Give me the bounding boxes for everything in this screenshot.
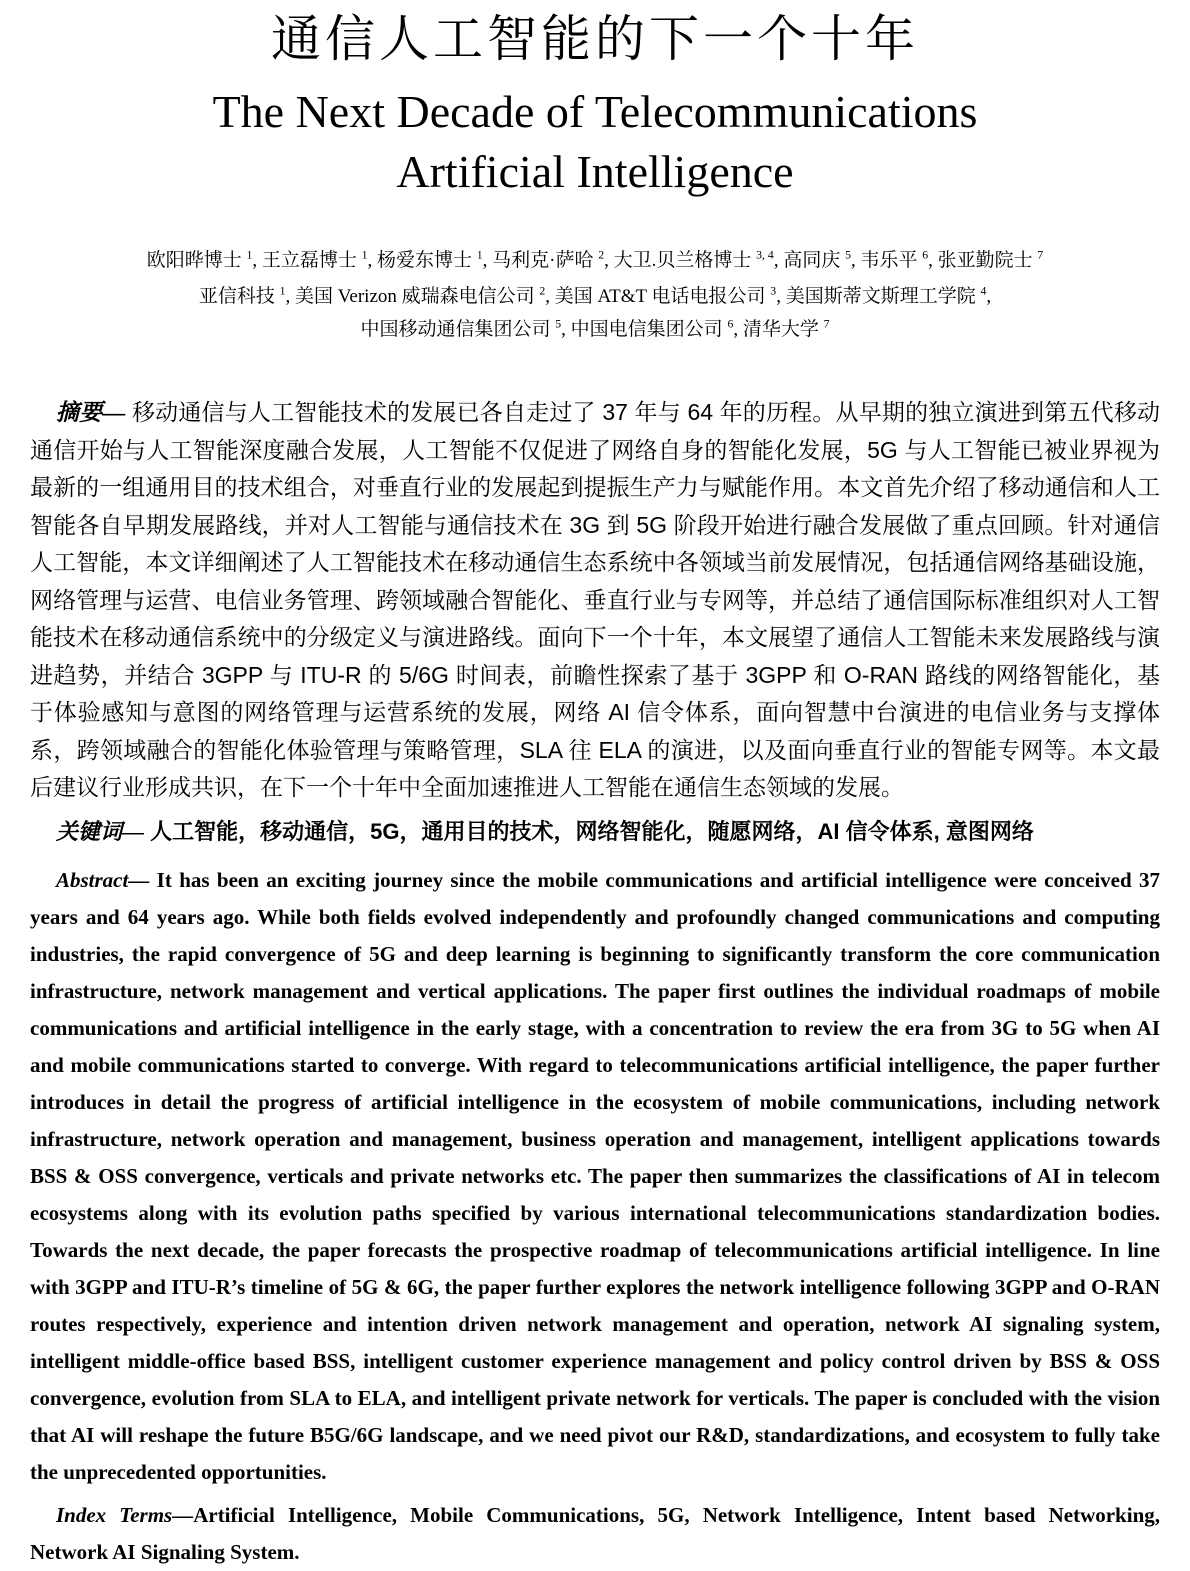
- affiliation-list: [30, 280, 1160, 346]
- abstract-en: [30, 862, 1160, 1491]
- author-superscript: 1: [361, 248, 368, 262]
- author: 马利克·萨哈 $^2$: [492, 248, 605, 271]
- abstract-en-label: Abstract—: [56, 867, 150, 892]
- affiliation-superscript: 5: [555, 317, 562, 331]
- affiliation-superscript: 2: [539, 284, 546, 298]
- author-superscript: 3, 4: [756, 248, 774, 262]
- author-superscript: 5: [845, 248, 851, 262]
- author-superscript: 2: [598, 248, 605, 262]
- index-terms: [30, 1497, 1160, 1571]
- author-superscript: 6: [922, 248, 929, 262]
- affiliation: 中国移动通信集团公司 $^5$: [360, 317, 562, 340]
- paper-header: [30, 10, 1160, 346]
- author: 高同庆 $^5$: [783, 248, 851, 271]
- paper-title-en: [30, 82, 1160, 202]
- author-list: 欧阳晔博士 $^1$, 王立磊博士 $^1$, 杨爱东博士 $^1$, 马利克·萨哈 $^2$, 大卫.贝兰格博士 $^{3, 4}$, 高同庆 $^5$, 韦乐平 $^6$, 张亚勤院士 $^7$: [146, 248, 1044, 271]
- affiliation: 中国电信集团公司 $^6$: [570, 317, 734, 340]
- affiliation-superscript: 1: [279, 284, 286, 298]
- author-superscript: 7: [1037, 248, 1044, 262]
- affiliation: 美国斯蒂文斯理工学院 $^4$: [785, 284, 987, 307]
- affiliation-superscript: 4: [980, 284, 987, 298]
- author: 韦乐平 $^6$: [860, 248, 929, 271]
- author: 欧阳晔博士 $^1$: [146, 248, 253, 271]
- paper-title-en-line2: Artificial Intelligence: [396, 146, 794, 197]
- keywords-zh: [30, 813, 1160, 850]
- abstract-zh-text: 移动通信与人工智能技术的发展已各自走过了 37 年与 64 年的历程。从早期的独立演进到第五代移动通信开始与人工智能深度融合发展，人工智能不仅促进了网络自身的智能化发展，5G 与人工智能已被业界视为最新的一组通用目的技术组合，对垂直行业的发展起到提振生产力与赋能作用。本文首先介绍了移动通信和人工智能各自早期发展路线，并对人工智能与通信技术在 3G 到 5G 阶段开始进行融合发展做了重点回顾。针对通信人工智能，本文详细阐述了人工智能技术在移动通信生态系统中各领域当前发展情况，包括通信网络基础设施，网络管理与运营、电信业务管理、跨领域融合智能化、垂直行业与专网等，并总结了通信国际标准组织对人工智能技术在移动通信系统中的分级定义与演进路线。面向下一个十年，本文展望了通信人工智能未来发展路线与演进趋势，并结合 3GPP 与 ITU-R 的 5/6G 时间表，前瞻性探索了基于 3GPP 和 O-RAN 路线的网络智能化，基于体验感知与意图的网络管理与运营系统的发展，网络 AI 信令体系，面向智慧中台演进的电信业务与支撑体系，跨领域融合的智能化体验管理与策略管理，SLA 往 ELA 的演进，以及面向垂直行业的智能专网等。本文最后建议行业形成共识，在下一个十年中全面加速推进人工智能在通信生态领域的发展。: [30, 399, 1161, 800]
- author-superscript: 1: [246, 248, 253, 262]
- paper-body: [30, 394, 1160, 1571]
- keywords-zh-text: 人工智能，移动通信，5G，通用目的技术，网络智能化，随愿网络，AI 信令体系, 意图网络: [144, 818, 1034, 844]
- author: 张亚勤院士 $^7$: [937, 248, 1044, 271]
- author-superscript: 1: [476, 248, 483, 262]
- keywords-zh-label: 关键词—: [56, 818, 145, 844]
- affiliation-superscript: 7: [823, 317, 830, 331]
- author: 杨爱东博士 $^1$: [377, 248, 483, 271]
- affiliation: 亚信科技 $^1$: [198, 284, 286, 307]
- affiliation: 美国 AT&T 电话电报公司 $^3$: [554, 284, 777, 307]
- paper-title-zh: 通信人工智能的下一个十年: [271, 11, 919, 67]
- affiliation: 美国 Verizon 威瑞森电信公司 $^2$: [295, 284, 546, 307]
- abstract-zh: [30, 394, 1160, 807]
- author: 大卫.贝兰格博士 $^{3, 4}$: [613, 248, 774, 271]
- affiliation-line-1: 亚信科技 $^1$, 美国 Verizon 威瑞森电信公司 $^2$, 美国 AT&T 电话电报公司 $^3$, 美国斯蒂文斯理工学院 $^4$,: [198, 284, 992, 307]
- affiliation: 清华大学 $^7$: [742, 317, 830, 340]
- index-terms-text: Artificial Intelligence, Mobile Communications, 5G, Network Intelligence, Intent based Networking, Network AI Signaling System.: [30, 1502, 1160, 1564]
- affiliation-line-2: 中国移动通信集团公司 $^5$, 中国电信集团公司 $^6$, 清华大学 $^7$: [360, 317, 830, 340]
- affiliation-superscript: 3: [770, 284, 777, 298]
- index-terms-label: Index Terms—: [56, 1502, 194, 1527]
- affiliation-superscript: 6: [727, 317, 734, 331]
- author: 王立磊博士 $^1$: [261, 248, 368, 271]
- paper-title-en-line1: The Next Decade of Telecommunications: [212, 86, 978, 137]
- abstract-zh-label: 摘要—: [56, 400, 126, 425]
- abstract-en-text: It has been an exciting journey since the mobile communications and artificial intelligence were conceived 37 years and 64 years ago. While both fields evolved independently and profoundly changed communications and computing industries, the rapid convergence of 5G and deep learning is beginning to significantly transform the core communication infrastructure, network management and vertical applications. The paper first outlines the individual roadmaps of mobile communications and artificial intelligence in the early stage, with a concentration to review the era from 3G to 5G when AI and mobile communications started to converge. With regard to telecommunications artificial intelligence, the paper further introduces in detail the progress of artificial intelligence in the ecosystem of mobile communications, including network infrastructure, network operation and management, business operation and management, intelligent applications towards BSS & OSS convergence, verticals and private networks etc. The paper then summarizes the classifications of AI in telecom ecosystems along with its evolution paths specified by various international telecommunications standardization bodies. Towards the next decade, the paper forecasts the prospective roadmap of telecommunications artificial intelligence. In line with 3GPP and ITU-R’s timeline of 5G & 6G, the paper further explores the network intelligence following 3GPP and O-RAN routes respectively, experience and intention driven network management and operation, network AI signaling system, intelligent middle-office based BSS, intelligent customer experience management and policy control driven by BSS & OSS convergence, evolution from SLA to ELA, and intelligent private network for verticals. The paper is concluded with the vision that AI will reshape the future B5G/6G landscape, and we need pivot our R&D, standardizations, and ecosystem to fully take the unprecedented opportunities.: [30, 867, 1160, 1484]
